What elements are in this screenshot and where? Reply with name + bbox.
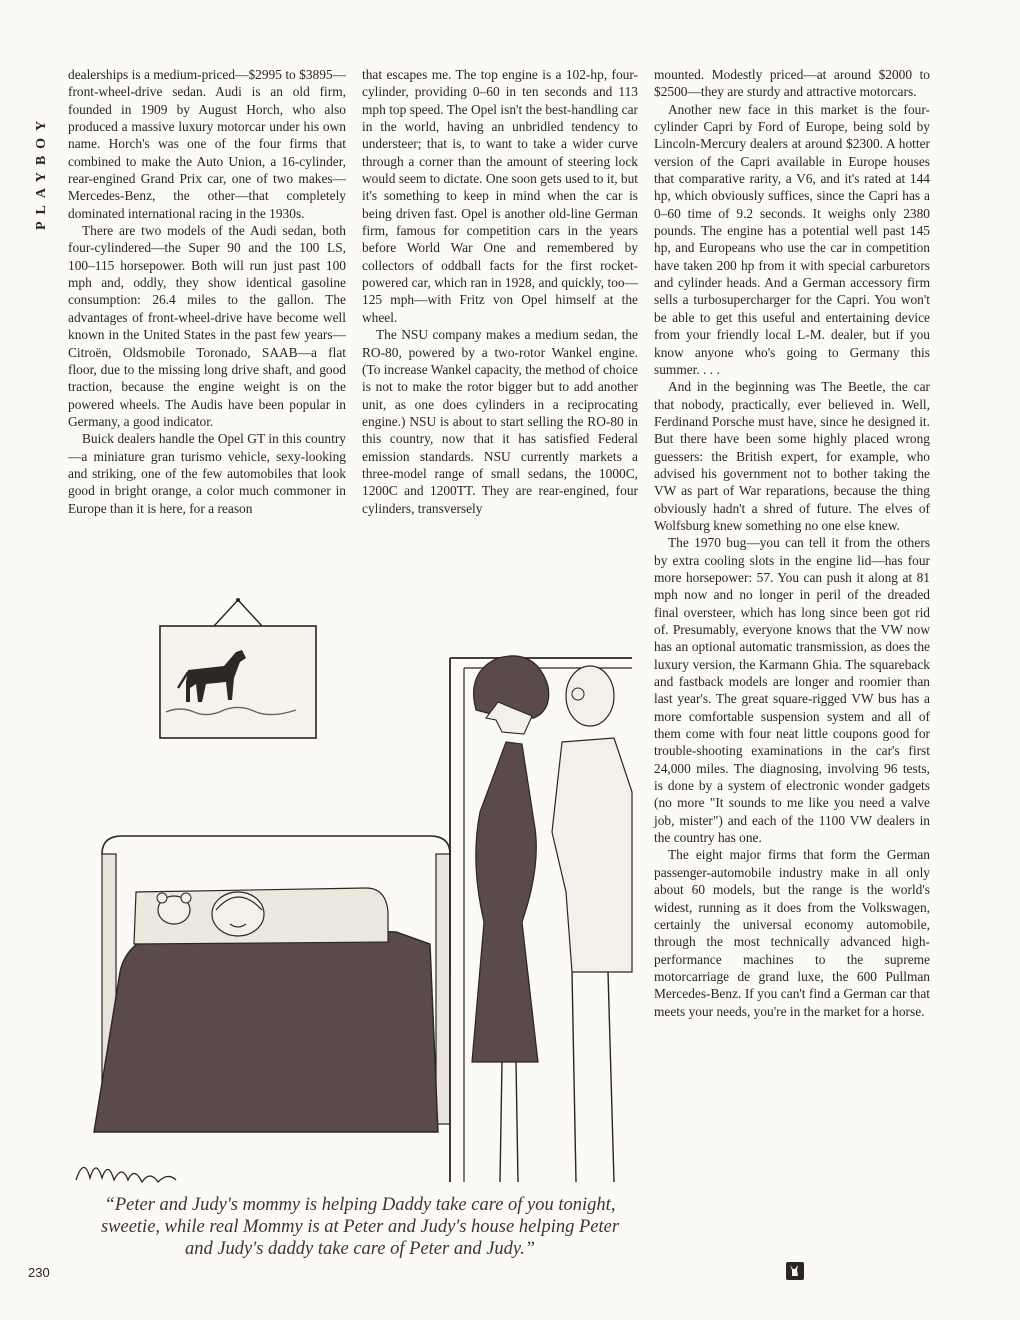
- man-figure: [552, 666, 632, 1182]
- article-column-2: [362, 66, 638, 517]
- paragraph: There are two models of the Audi sedan, both four-cylindered—the Super 90 and the 100 LS, 100–115 horsepower. Both will run just past 100 mph and, oddly, they show identical gasoline consumption: 26.4 miles to the gallon. The advantages of front-wheel-drive have become well known in the United States in the past few years—Citroën, Oldsmobile Toronado, SAAB—a flat floor, due to the missing long drive shaft, and good traction, because the engine weight is on the powered wheels. The Audis have been popular in Germany, a good indicator.: [68, 223, 346, 429]
- horse-picture-frame: [160, 626, 316, 738]
- artist-signature: [76, 1167, 176, 1182]
- article-column-3: [654, 66, 930, 1020]
- cartoon-illustration: [66, 592, 638, 1188]
- paragraph: The eight major firms that form the German passenger-automobile industry make in all only about 60 models, but the range is the world's widest, running as it does from the Volkswagen, certainly the universal economy automobile, through the most technically advanced high-performance machines to the supreme motorcarriage de grand luxe, the 600 Pullman Mercedes-Benz. If you can't find a German car that meets your needs, you're in the market for a horse.: [654, 847, 930, 1019]
- woman-leg: [500, 1062, 502, 1182]
- page-number: 230: [28, 1265, 50, 1280]
- man-trousers: [572, 972, 614, 1182]
- paragraph: The 1970 bug—you can tell it from the others by extra cooling slots in the engine lid—has four more horsepower: 57. You can push it along at 81 mph now and no longer in peril of the dreaded final oversteer, which has long since been got rid of. Presumably, everyone knows that the VW now has an optional automatic transmission, as does the luxury version, the Karmann Ghia. The squareback and fastback models are longer and roomier than last year's. The great square-rigged VW bus has a more comfortable suspension system and all of them come with four neat little coupons good for trouble-shooting examinations in the car's first 24,000 miles. The diagnosing, involving 96 tests, is done by a system of electronic wonder gadgets (no more "It sounds to me like you need a valve job, mister") and each of the 1100 VW dealers in the country has one.: [654, 535, 930, 846]
- bedspread: [94, 928, 438, 1132]
- picture-wire: [214, 600, 238, 626]
- woman-dress: [472, 742, 538, 1062]
- paragraph: that escapes me. The top engine is a 102-hp, four-cylinder, providing 0–60 in ten seconds and 113 mph top speed. The Opel isn't the best-handling car in the world, having an unbridled tendency to understeer; that is, to want to take a wider curve through a corner than the amount of steering lock would seem to dictate. One soon gets used to it, but it's something to keep in mind when the car is being driven fast. Opel is another old-line German firm, famous for competition cars in the years before World War One and remembered by collectors of oddball facts for the first rocket-powered car, which ran in 1928, and quickly, too—125 mph—with Fritz von Opel himself at the wheel.: [362, 67, 638, 325]
- magazine-name: [24, 70, 54, 230]
- paragraph-lead: Buick dealers handle the Opel GT in: [82, 431, 283, 447]
- paragraph: mounted. Modestly priced—at around $2000 to $2500—they are sturdy and attractive motorcars.: [654, 67, 930, 100]
- teddy-bear-ear: [157, 893, 167, 903]
- woman-figure: [472, 656, 549, 1182]
- teddy-bear-ear: [181, 893, 191, 903]
- cartoon-caption: “Peter and Judy's mommy is helping Daddy take care of you tonight, sweetie, while real Mommy is at Peter and Judy's house helping Peter and Judy's daddy take care of Peter and Judy.”: [100, 1195, 620, 1259]
- man-shirt: [552, 738, 632, 972]
- child-face: [212, 892, 264, 936]
- picture-nail: [236, 598, 240, 602]
- picture-wire: [238, 600, 262, 626]
- bunny-logo-icon: [786, 1262, 804, 1280]
- woman-leg: [516, 1062, 518, 1182]
- paragraph: And in the beginning was The Beetle, the car that nobody, practically, ever believed in. Well, Ferdinand Porsche must have, since he designed it. But there have been some highly placed wrong guessers: the British expert, for example, who advised his government not to bother taking the VW as part of War reparations, because the thing obviously hadn't a shred of future. The elves of Wolfsburg knew something no one else knew.: [654, 379, 930, 533]
- paragraph: dealerships is a medium-priced—$2995 to $3895—front-wheel-drive sedan. Audi is an old firm, founded in 1909 by August Horch, who also produced a massive luxury motorcar under his own name. Horch's was one of the four firms that combined to make the Auto Union, a 16-cylinder, rear-engined Grand Prix car, one of two makes—Mercedes-Benz, the other—that completely dominated international racing in the 1930s.: [68, 67, 346, 221]
- man-head: [566, 666, 614, 726]
- magazine-name-graphic: [24, 70, 54, 230]
- bed: [94, 836, 450, 1132]
- paragraph: Another new face in this market is the four-cylinder Capri by Ford of Europe, being sold by Lincoln-Mercury dealers at around $2300. A hotter version of the Capri available in Europe houses that comparative rarity, a V6, and it's rated at 144 hp, which obviously suffices, since the Capri has a 0–60 time of 9.2 seconds. It weighs only 2380 pounds. The engine has a potential well past 145 hp, and Europeans who use the car in competition have taken 200 hp from it with special carburetors and cylinder heads. And a German accessory firm sells a turbosupercharger for the Capri. You won't be able to get this useful and entertaining device from your friendly local L-M. dealer, but if you know anyone who's going to Germany this summer. . . .: [654, 101, 930, 377]
- article-column-1: [68, 66, 346, 517]
- paragraph: The NSU company makes a medium sedan, the RO-80, powered by a two-rotor Wankel engine. (To increase Wankel capacity, the method of choice is not to make the rotor bigger but to add another unit, as one does cylinders in a reciprocating engine.) NSU is about to start selling the RO-80 in this country, now that it has satisfied Federal emission standards. NSU currently markets a three-model range of small sedans, the 1000C, 1200C and 1200TT. They are rear-engined, four cylinders, transversely: [362, 327, 638, 516]
- cartoon-drawing: [66, 592, 638, 1188]
- paragraph-rest: this country—a miniature gran turismo vehicle, sexy-looking and striking, one of the few automobiles that look good in bright orange, a color much commoner in Europe than it is here, for a reason: [68, 431, 346, 516]
- paragraph: [68, 430, 346, 517]
- magazine-name-text: PLAYBOY: [34, 113, 49, 230]
